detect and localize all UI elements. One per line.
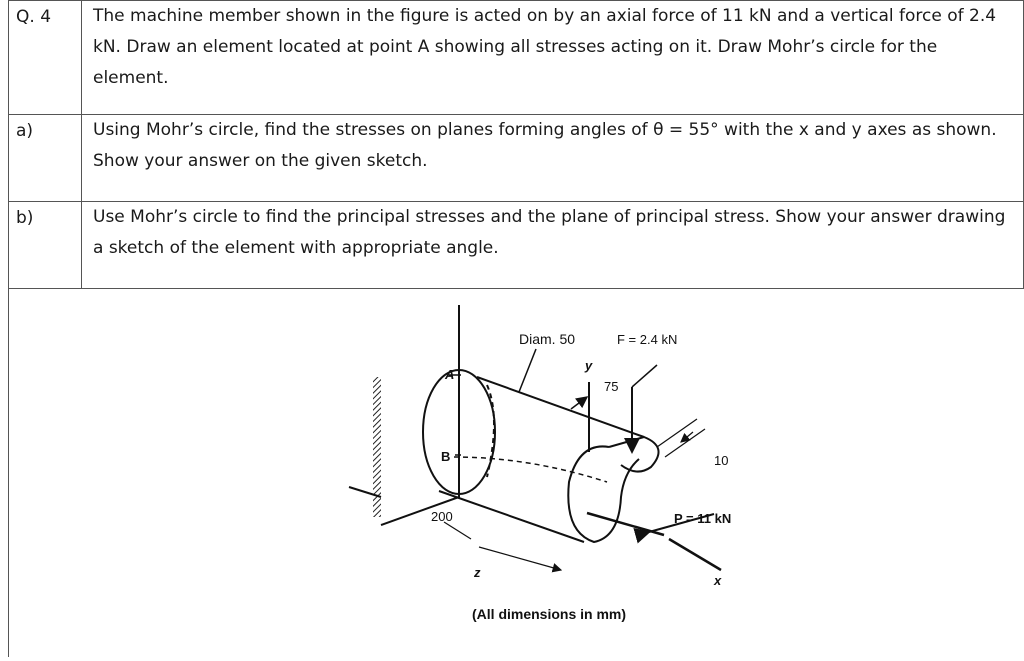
force-f-leader (632, 365, 657, 387)
part-b-label: b) (9, 202, 82, 289)
force-p-label: P = 11 kN (674, 511, 732, 526)
point-b-label: B (441, 449, 451, 464)
dim-200-label: 200 (431, 509, 453, 524)
diam-leader (519, 349, 536, 392)
lever-arm (609, 437, 659, 472)
dim-75-arrow (571, 397, 587, 409)
diam-label: Diam. 50 (519, 331, 576, 347)
question-text: The machine member shown in the figure is acted on by an axial force of 11 kN and a vertical force of 2.4 kN. Draw an element located at point A showing all stresses acting on it. Draw Mohr’s circle for the element. (82, 1, 1024, 115)
dim-75-label: 75 (604, 379, 619, 394)
question-row (9, 1, 1024, 115)
question-table (8, 0, 1024, 289)
part-a-row (9, 115, 1024, 202)
part-a-text: Using Mohr’s circle, find the stresses on planes forming angles of θ = 55° with the x and y axes as shown. Show your answer on the given sketch. (82, 115, 1024, 202)
part-a-label: a) (9, 115, 82, 202)
question-number: Q. 4 (9, 1, 82, 115)
dim-10-label: 10 (714, 453, 729, 468)
wall-support (349, 287, 471, 525)
force-f-label: F = 2.4 kN (617, 332, 678, 347)
y-axis-label: y (585, 358, 593, 373)
part-b-text: Use Mohr’s circle to find the principal stresses and the plane of principal stress. Show your answer drawing a sketch of the element with appropriate angle. (82, 202, 1024, 289)
x-axis-label: x (714, 573, 722, 588)
dim-200-arrow (479, 547, 561, 570)
dim-10-marks (657, 419, 705, 457)
cylinder-shaft (423, 370, 644, 542)
dim-200-leader (444, 522, 471, 539)
machine-member-figure (9, 287, 1024, 657)
figure-caption: (All dimensions in mm) (472, 606, 627, 622)
point-a-label: A (445, 367, 455, 382)
x-axis-ext (669, 539, 721, 570)
z-axis-label: z (474, 565, 481, 580)
figure-panel (8, 287, 1024, 657)
part-b-row (9, 202, 1024, 289)
